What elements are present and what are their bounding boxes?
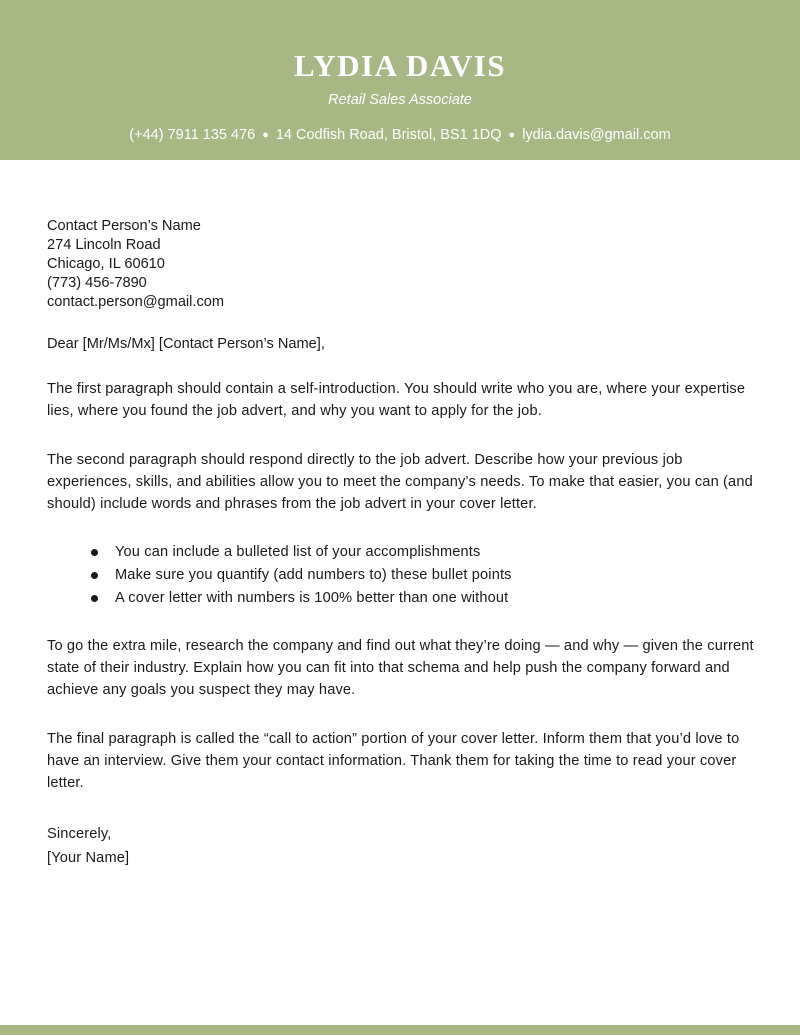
paragraph-introduction: The first paragraph should contain a self-introduction. You should write who you are, where your expertise lies, where you found the job advert, and why you want to apply for the job.	[47, 381, 746, 419]
bullet-dot-icon	[91, 595, 98, 602]
paragraph-call-to-action: The final paragraph is called the “call to action” portion of your cover letter. Inform them that you’d love to have an interview. Give them your contact information. Thank them for taking the time to read your cover letter.	[47, 731, 740, 791]
bullet-dot-icon	[91, 572, 98, 579]
recipient-block	[47, 217, 757, 312]
accomplishments-list	[47, 541, 757, 610]
list-item-text: You can include a bulleted list of your accomplishments	[115, 544, 481, 560]
applicant-address: 14 Codfish Road, Bristol, BS1 1DQ	[275, 127, 502, 143]
recipient-city: Chicago, IL 60610	[47, 256, 165, 272]
list-item	[47, 587, 757, 610]
list-item-text: A cover letter with numbers is 100% better than one without	[115, 590, 509, 606]
applicant-contact-line	[0, 125, 800, 145]
letter-body	[47, 217, 757, 870]
recipient-street: 274 Lincoln Road	[47, 237, 161, 253]
list-item-text: Make sure you quantify (add numbers to) these bullet points	[115, 567, 512, 583]
signature-name: [Your Name]	[47, 850, 130, 866]
recipient-name: Contact Person’s Name	[47, 218, 201, 234]
bullet-dot-icon	[91, 549, 98, 556]
header-banner	[0, 0, 800, 160]
applicant-phone: (+44) 7911 135 476	[129, 127, 256, 143]
applicant-job-title: Retail Sales Associate	[328, 92, 472, 108]
recipient-email: contact.person@gmail.com	[47, 294, 225, 310]
recipient-phone: (773) 456-7890	[47, 275, 147, 291]
paragraph-job-response: The second paragraph should respond directly to the job advert. Describe how your previous job experiences, skills, and abilities allow you to meet the company’s needs. To make that easier, you can (and should) include words and phrases from the job advert in your cover letter.	[47, 452, 753, 512]
paragraph-research: To go the extra mile, research the company and find out what they’re doing — and why — given the current state of their industry. Explain how you can fit into that schema and help push the company forward and achieve any goals you suspect they may have.	[47, 638, 754, 698]
list-item	[47, 541, 757, 564]
footer-bar	[0, 1025, 800, 1035]
bullet-separator-icon: ●	[508, 129, 516, 141]
bullet-separator-icon: ●	[262, 129, 269, 141]
closing-block	[47, 822, 757, 870]
list-item	[47, 564, 757, 587]
applicant-email: lydia.davis@gmail.com	[522, 127, 671, 143]
salutation: Dear [Mr/Ms/Mx] [Contact Person’s Name],	[47, 336, 325, 352]
closing-phrase: Sincerely,	[47, 826, 112, 842]
applicant-name: LYDIA DAVIS	[293, 48, 507, 83]
